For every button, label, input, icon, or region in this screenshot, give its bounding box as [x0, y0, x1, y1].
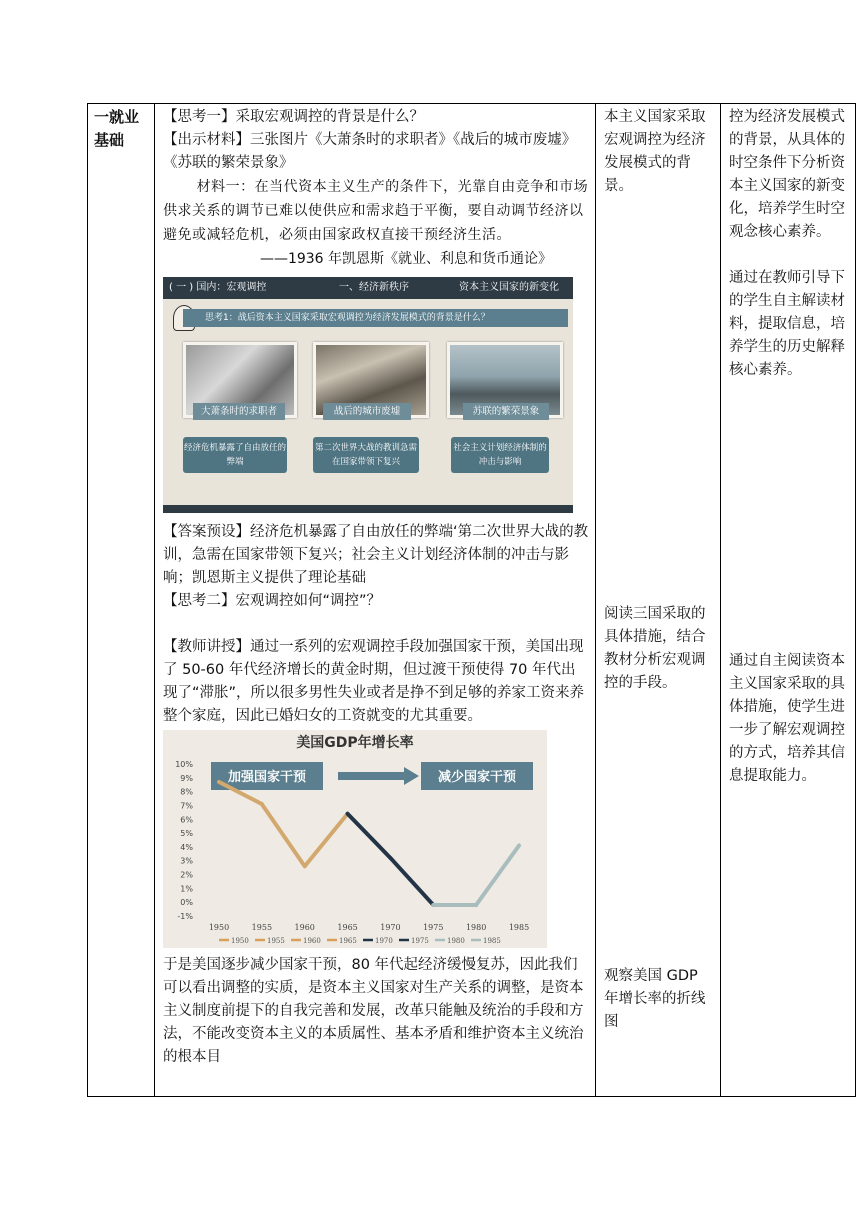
activity-text-3: 观察美国 GDP 年增长率的折线图 — [604, 968, 706, 1030]
stage-label: 一就业基础 — [94, 108, 140, 149]
y-tick-label: 4% — [180, 842, 193, 852]
y-tick-label: 8% — [180, 787, 193, 797]
legend-label: 1980 — [447, 937, 465, 945]
citation-text: ——1936 年凯恩斯《就业、利息和货币通论》 — [259, 251, 553, 267]
x-tick-label: 1985 — [508, 923, 530, 932]
caption-1: 大萧条时的求职者 — [193, 403, 285, 420]
content-cell — [155, 104, 596, 1097]
data-point — [432, 903, 435, 906]
x-tick-label: 1950 — [208, 923, 230, 932]
slide-top-mid: 一、经济新秩序 — [339, 282, 409, 293]
y-tick-label: 2% — [180, 870, 193, 880]
material-intro-text: 【出示材料】三张图片《大萧条时的求职者》《战后的城市废墟》《苏联的繁荣景象》 — [163, 132, 577, 171]
x-tick-label: 1960 — [294, 923, 315, 932]
slide-question: 思考1：战后资本主义国家采取宏观调控为经济发展模式的背景是什么？ — [183, 309, 568, 327]
arrow-shaft — [338, 772, 404, 780]
caption-2: 战后的城市废墟 — [323, 403, 411, 420]
table-row — [88, 104, 856, 1097]
y-tick-label: 5% — [180, 829, 193, 839]
bubble-3: 社会主义计划经济体制的冲击与影响 — [451, 437, 549, 473]
think2-text: 【思考二】宏观调控如何“调控”？ — [163, 593, 382, 609]
slide-top-right: 资本主义国家的新变化 — [459, 282, 559, 293]
caption-3: 苏联的繁荣景象 — [463, 403, 549, 420]
x-tick-label: 1955 — [251, 923, 273, 932]
legend-label: 1965 — [339, 937, 357, 945]
data-point — [303, 865, 306, 868]
answer-text: 【答案预设】经济危机暴露了自由放任的弊端‘第二次世界大战的教训，急需在国家带领下复兴；社会主义计划经济体制的冲击与影响；凯恩斯主义提供了理论基础 — [163, 524, 589, 586]
lesson-plan-table — [87, 103, 856, 1097]
series-segment — [476, 846, 519, 905]
material-text: 材料一：在当代资本主义生产的条件下，光靠自由竞争和市场供求关系的调节已难以使供应和需求趋于平衡，要自动调节经济以避免或减轻危机，必须由国家政权直接干预经济生活。 — [163, 179, 589, 243]
conclusion-text: 于是美国逐步减少国家干预，80 年代起经济缓慢复苏，因此我们可以看出调整的实质，是资本主义国家对生产关系的调整，是资本主义制度前提下的自我完善和发展，改革只能触及统治的手段和方法，不能改变资本主义的本质属性、基本矛盾和维护资本主义统治的根本目 — [163, 957, 584, 1065]
student-activity-cell — [596, 104, 721, 1097]
legend-label: 1955 — [267, 937, 285, 945]
slide-topbar — [163, 277, 573, 299]
data-point — [217, 780, 220, 783]
y-tick-label: -1% — [177, 912, 193, 921]
gdp-chart — [163, 730, 547, 948]
y-tick-label: 7% — [180, 801, 193, 811]
arrow-head-icon — [404, 767, 419, 785]
legend-label: 1985 — [483, 937, 501, 945]
series-segment — [348, 814, 391, 858]
y-tick-label: 10% — [175, 760, 193, 769]
chart-title: 美国GDP年增长率 — [296, 735, 414, 751]
data-point — [389, 856, 392, 859]
legend-label: 1960 — [303, 937, 321, 945]
series-segment — [262, 804, 305, 866]
think1-text: 【思考一】采取宏观调控的背景是什么？ — [163, 109, 424, 125]
data-point — [475, 903, 478, 906]
y-tick-label: 9% — [180, 773, 193, 783]
y-tick-label: 6% — [180, 815, 193, 825]
slide-top-left: ( 一 ) 国内：宏观调控 — [169, 282, 267, 293]
y-tick-label: 1% — [180, 884, 193, 894]
legend-label: 1950 — [231, 937, 249, 945]
activity-text-2: 阅读三国采取的具体措施，结合教材分析宏观调控的手段。 — [604, 606, 706, 691]
intent-text-2: 通过在教师引导下的学生自主解读材料，提取信息，培养学生的历史解释核心素养。 — [729, 270, 845, 378]
design-intent-cell — [721, 104, 856, 1097]
data-point — [517, 844, 520, 847]
legend-label: 1970 — [375, 937, 393, 945]
slide-image — [163, 277, 573, 513]
data-point — [346, 812, 349, 815]
x-tick-label: 1975 — [423, 923, 444, 932]
annotation-increase: 加强国家干预 — [227, 770, 307, 785]
x-tick-label: 1980 — [465, 923, 487, 932]
slide-bottom-bar — [163, 505, 573, 513]
intent-text-1: 控为经济发展模式的背景，从具体的时空条件下分析资本主义国家的新变化，培养学生时空观念核心素养。 — [729, 109, 845, 240]
bubble-1: 经济危机暴露了自由放任的弊端 — [183, 437, 287, 473]
stage-cell — [88, 104, 155, 1097]
annotation-decrease: 减少国家干预 — [437, 770, 517, 785]
data-point — [260, 802, 263, 805]
gdp-chart-svg — [163, 730, 547, 948]
blank-line — [163, 613, 589, 636]
x-tick-label: 1970 — [380, 923, 401, 932]
intent-text-3: 通过自主阅读资本主义国家采取的具体措施，使学生进一步了解宏观调控的方式，培养其信息提取能力。 — [729, 653, 845, 784]
series-segment — [390, 858, 433, 905]
legend-label: 1975 — [411, 937, 429, 945]
teacher-text: 【教师讲授】通过一系列的宏观调控手段加强国家干预，美国出现了 50-60 年代经济增长的黄金时期，但过渡干预使得 70 年代出现了“滞胀”，所以很多男性失业或者是挣不到足够的养家工资来养整个家庭，因此已婚妇女的工资就变的尤其重要。 — [163, 639, 585, 724]
y-tick-label: 0% — [180, 898, 193, 908]
activity-text-1: 本主义国家采取宏观调控为经济发展模式的背景。 — [604, 109, 706, 194]
bubble-2: 第二次世界大战的教训急需在国家带领下复兴 — [313, 437, 419, 473]
series-segment — [305, 814, 348, 867]
y-tick-label: 3% — [180, 856, 193, 866]
x-tick-label: 1965 — [337, 923, 358, 932]
